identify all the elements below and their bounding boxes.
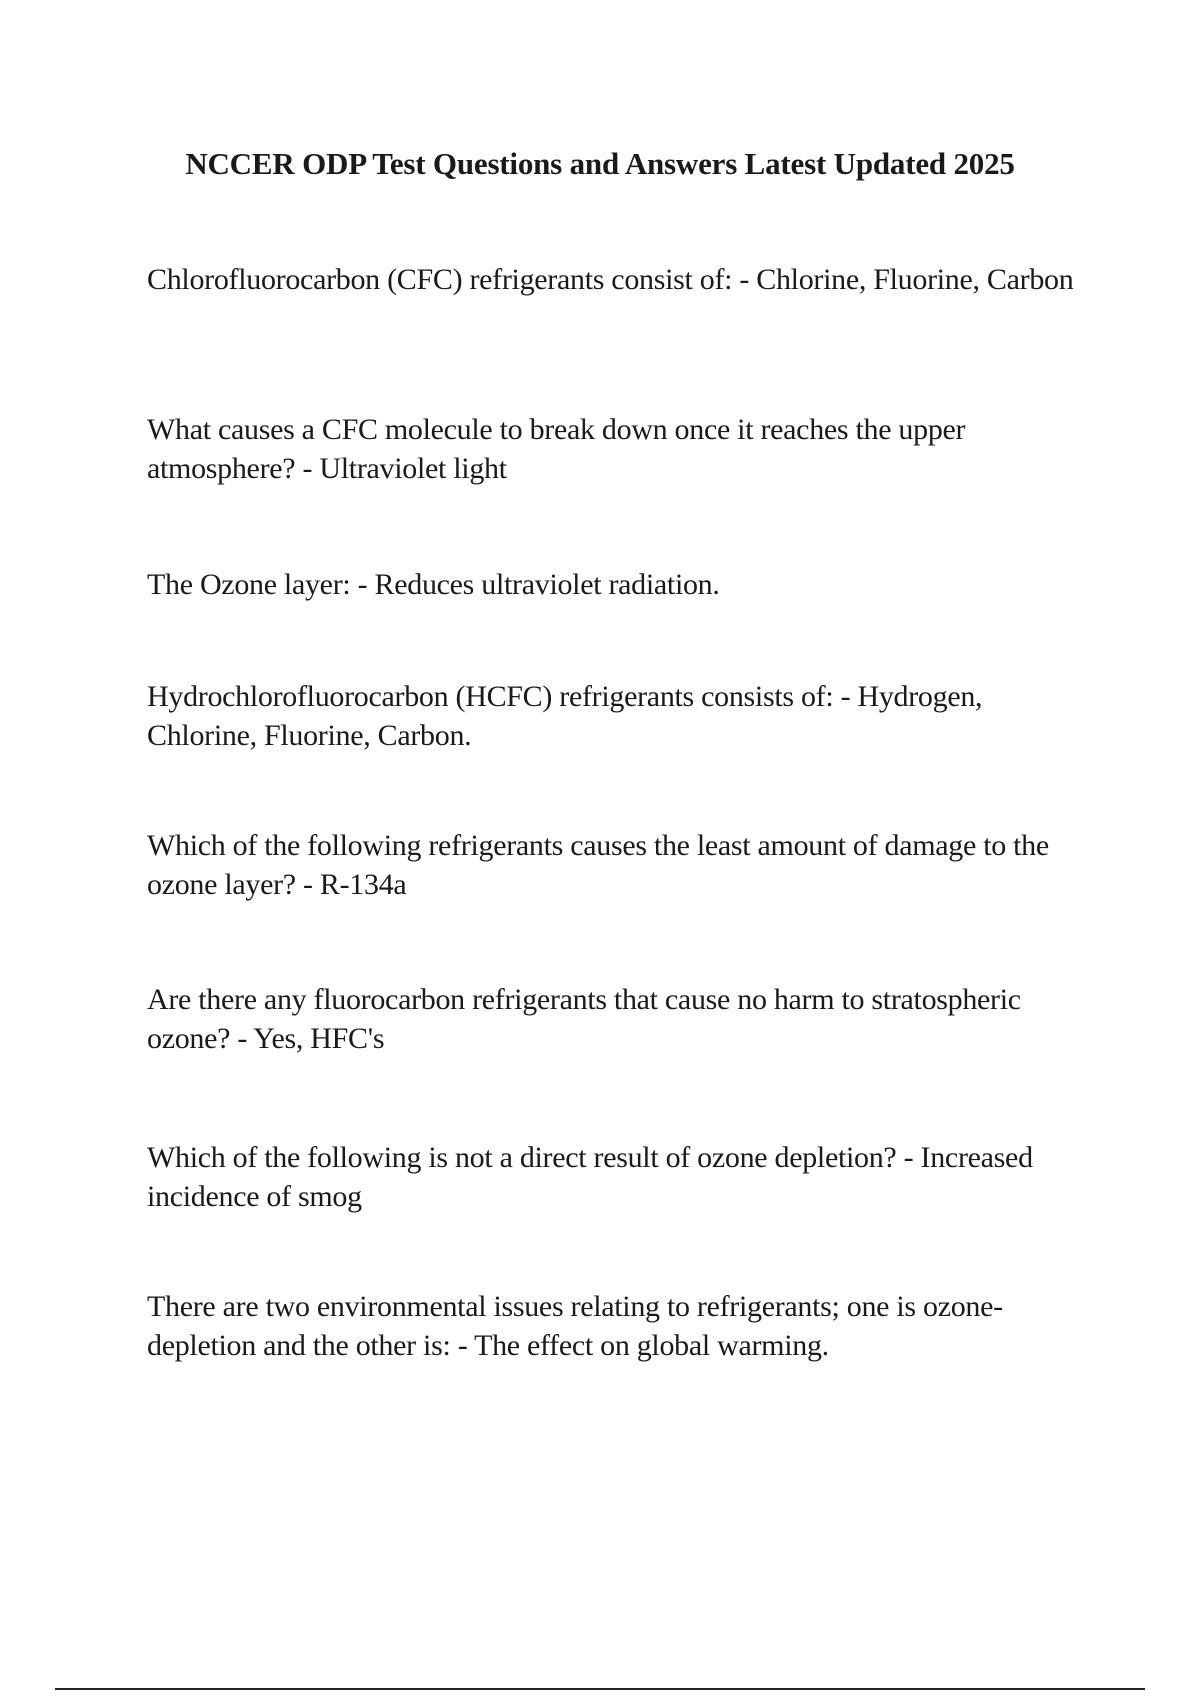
qa-item: Chlorofluorocarbon (CFC) refrigerants consist of: - Chlorine, Fluorine, Carbon [147,263,1074,296]
document-title: NCCER ODP Test Questions and Answers Latest Updated 2025 [185,146,1015,181]
answer-text: The effect on global warming. [474,1329,829,1362]
footer-divider [55,1688,1145,1690]
question-text: There are two environmental issues relating to refrigerants; one is ozone-depletion and the other is: [147,1290,1003,1362]
answer-text: Yes, HFC's [253,1022,385,1055]
answer-text: R-134a [319,868,407,901]
answer-text: Chlorine, Fluorine, Carbon [756,263,1074,296]
answer-text: Ultraviolet light [319,452,507,485]
qa-item: Which of the following is not a direct result of ozone depletion? - Increased incidence of smog [147,1141,1033,1213]
question-text: Hydrochlorofluorocarbon (HCFC) refrigerants consists of: [147,680,834,713]
question-text: Which of the following refrigerants causes the least amount of damage to the ozone layer? [147,829,1049,901]
qa-item: Which of the following refrigerants causes the least amount of damage to the ozone layer? - R-134a [147,829,1049,901]
qa-item: Are there any fluorocarbon refrigerants that cause no harm to stratospheric ozone? - Yes, HFC's [147,983,1021,1055]
question-text: Are there any fluorocarbon refrigerants that cause no harm to stratospheric ozone? [147,983,1021,1055]
answer-text: Increased incidence of smog [147,1141,1033,1213]
qa-item: What causes a CFC molecule to break down once it reaches the upper atmosphere? - Ultraviolet light [147,413,966,485]
qa-item: Hydrochlorofluorocarbon (HCFC) refrigerants consists of: - Hydrogen, Chlorine, Fluorine, Carbon. [147,680,983,752]
question-text: What causes a CFC molecule to break down once it reaches the upper atmosphere? [147,413,966,485]
answer-text: Reduces ultraviolet radiation. [374,568,720,601]
question-text: Chlorofluorocarbon (CFC) refrigerants consist of: [147,263,733,296]
qa-item: The Ozone layer: - Reduces ultraviolet radiation. [147,568,720,601]
question-text: The Ozone layer: [147,568,351,601]
qa-item: There are two environmental issues relating to refrigerants; one is ozone-depletion and the other is: - The effect on global warming. [147,1290,1003,1362]
question-text: Which of the following is not a direct result of ozone depletion? [147,1141,897,1174]
answer-text: Hydrogen, Chlorine, Fluorine, Carbon. [147,680,983,752]
